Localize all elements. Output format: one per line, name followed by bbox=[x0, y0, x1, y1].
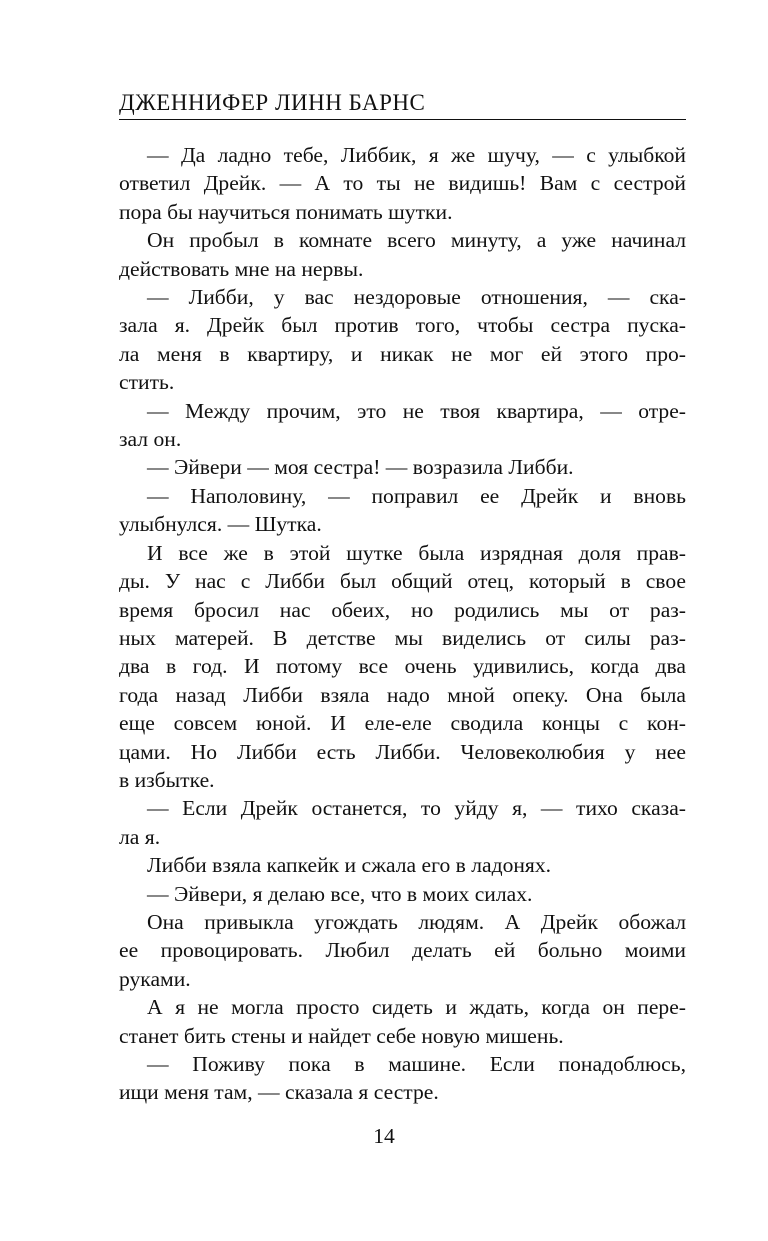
text-line: пора бы научиться понимать шутки. bbox=[119, 199, 453, 224]
text-line: улыбнулся. — Шутка. bbox=[119, 512, 322, 537]
body-text bbox=[119, 141, 686, 1107]
header-rule bbox=[119, 119, 686, 120]
text-line: время бросил нас обеих, но родились мы от раз- bbox=[119, 597, 686, 622]
text-line: зала я. Дрейк был против того, чтобы сестра пуска- bbox=[119, 313, 686, 338]
text-line: — Либби, у вас нездоровые отношения, — ска- bbox=[147, 285, 686, 310]
text-line: действовать мне на нервы. bbox=[119, 256, 364, 281]
text-line: Либби взяла капкейк и сжала его в ладонях. bbox=[147, 853, 552, 878]
text-line: — Поживу пока в машине. Если понадоблюсь, bbox=[147, 1052, 686, 1076]
text-line: — Если Дрейк останется, то уйду я, — тихо сказа- bbox=[147, 796, 686, 821]
text-line: два в год. И потому все очень удивились, когда два bbox=[119, 654, 686, 679]
running-head-author: ДЖЕННИФЕР ЛИНН БАРНС bbox=[119, 90, 426, 115]
page-number: 14 bbox=[373, 1124, 395, 1148]
text-line: ды. У нас с Либби был общий отец, который в свое bbox=[119, 569, 686, 594]
text-line: А я не могла просто сидеть и ждать, когда он пере- bbox=[147, 995, 686, 1020]
text-line: — Наполовину, — поправил ее Дрейк и вновь bbox=[147, 483, 686, 508]
text-line: еще совсем юной. И еле-еле сводила концы с кон- bbox=[119, 711, 686, 736]
text-line: Она привыкла угождать людям. А Дрейк обожал bbox=[147, 909, 686, 934]
text-line: руками. bbox=[119, 966, 191, 991]
text-line: ответил Дрейк. — А то ты не видишь! Вам с сестрой bbox=[119, 171, 686, 196]
text-line: стить. bbox=[119, 370, 175, 395]
text-line: — Эйвери, я делаю все, что в моих силах. bbox=[147, 881, 533, 906]
text-line: ищи меня там, — сказала я сестре. bbox=[119, 1080, 439, 1105]
text-line: — Между прочим, это не твоя квартира, — отре- bbox=[147, 398, 686, 423]
text-line: ее провоцировать. Любил делать ей больно моими bbox=[119, 938, 686, 963]
text-line: станет бить стены и найдет себе новую мишень. bbox=[119, 1023, 564, 1048]
text-line: зал он. bbox=[119, 427, 182, 452]
text-line: И все же в этой шутке была изрядная доля прав- bbox=[147, 540, 686, 565]
text-line: Он пробыл в комнате всего минуту, а уже начинал bbox=[147, 228, 686, 253]
text-line: ла меня в квартиру, и никак не мог ей этого про- bbox=[119, 341, 686, 366]
text-line: — Да ладно тебе, Либбик, я же шучу, — с улыбкой bbox=[147, 143, 686, 167]
text-line: ла я. bbox=[119, 824, 161, 849]
text-line: — Эйвери — моя сестра! — возразила Либби. bbox=[147, 455, 574, 480]
text-line: ных матерей. В детстве мы виделись от силы раз- bbox=[119, 625, 686, 650]
text-line: в избытке. bbox=[119, 767, 215, 792]
text-line: года назад Либби взяла надо мной опеку. Она была bbox=[119, 682, 686, 707]
text-line: цами. Но Либби есть Либби. Человеколюбия у нее bbox=[119, 739, 686, 764]
